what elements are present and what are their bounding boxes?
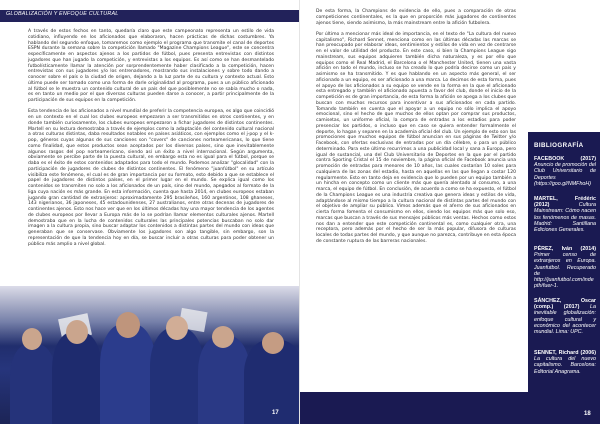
fan-head [212, 326, 234, 348]
page-number-left: 17 [272, 410, 279, 416]
paragraph: Por último a mencionar más ideal de importancia, en el texto de "La cultura del nuevo capitalismo", Richard Sennet, menciona como en las últimas décadas las marcas se han preocupado por elaborar ideas, sentimientos y estilos de vida en vez de centrarse en el valor de utilidad del producto. En este caso, si bien la Champions League sigo mainstream, sus equipos adquieren también dicha naturaleza, y es por ello que equipos como el Real Madrid, el Barcelona o el Manchester United, tienen una vasta afición en todo el mundo, incluso se ha creado lo que podría decirse como un país y asimismo se ha transmitido. Y es que hablando en un aspecto más general, el ser aficionado a un equipo, es ser aficionado a una marca. Lo decimos de esta forma, pues el apoyo de los aficionados a su equipo se vende en la forma en la que el aficionado esta entregado y también el aficionado apuesta a favor del club, donde el inicio de la competición es de gran importancia, de esta forma la afición se apega a los clubes que buscan con muchos recursos para incentivar a sus aficionados en cada partido. Tomando también en cuenta que el apoyar a un equipo no sólo implica el apoyo emocional, sino el hecho de que muchos de ellos optan por comprar sus productos, camisetas, un uniforme oficial, la compra de entradas a los estadios para poder presenciar los partidos, o incluso que en caso se quiera entender formalmente el deporte, lo hagan y separen en la academia oficial del club. Un ejemplo de esto son las promociones que muchos equipos de fútbol anuncian en sus páginas de Twitter y/o Facebook, con ofertas exclusivas de entradas por un día célebre, o para un público determinado. Para este último recurrimos a una publicidad local y sana a Europa, pero igual de sustancial, una del Club Universitario de Deportes en la que por el partido contra Sporting Cristal el 15 de noviembre, la página oficial de Facebook anuncia una promoción de entradas para menores de 10 años, las cuales costarían 10 soles para cualquiera de las zonas del estadio, hasta en aquellas en las que llegan a costar 120 regularmente. Esto en tanto deja en evidencia que lo pueden por un equipo también a un hincha en concepto como un cliente más que quería alentado al consumo, a una marca, el equipo de fútbol. En conclusión, de acuerdo a como se ha expuesto, el fútbol de la Champions League es una industria creativa que genera ideas y estilos de vida, adaptándose al mismo tiempo a la cultura nacional de distintas partes del mundo con el objetivo de ampliar su público. Vimos además que el aferro de sus aficionados en cierta forma fomenta el consumismo en ellos, siendo los equipos más que solo eso, marcas que buscan a través de sus mensajes públicos más ventas. Hechos como estos nos dan a entender que este competición continental es, como cualquier otra, una receptora, pero además por el hecho de ser la más popular, difusora de culturas locales de todas partes del mundo, y que aunque no parezca, contribuye en esta época de constante ruptura de las barreras nacionales. [316, 31, 516, 244]
fans-photo [0, 286, 300, 424]
bibliography-entry [534, 350, 596, 375]
fan-head [116, 312, 140, 338]
bib-details: Anuncio de promoción del Club Universitario de Deportes (https://goo.gl/NMFhoH) [534, 162, 596, 187]
bibliography-entry [534, 196, 596, 233]
page-number-right: 18 [584, 411, 591, 417]
running-head-text: GLOBALIZACIÓN Y ENFOQUE CULTURAL [6, 11, 119, 17]
bib-author: PÉREZ, Iván (2014) [534, 246, 596, 252]
paragraph: Esta tendencia de los aficionados a nivel mundial de preferir la competencia europea, es algo que coincidió en un contexto en el cual los clubes europeos empezaron a ser transmitidos en otros continentes, y en donde también curiosamente, los clubes europeos empezaron a fichar jugadores de distintos continentes. Martell en su lectura demostraba a través de ejemplos como la adaptación del contenido cultural nacional a otras culturas distintas, daba resultados notables en países asiáticos, con ejemplos como el j-pop y el k-pop, géneros cuyas algunas de sus canciones son "covers" de canciones norteamericanas, lo que tiene como finalidad, que estos productos sean aceptados por los diversos países, sino que inevitablemente algunos rasgos del pop norteamericano, siendo así un éxito a nivel internacional. Según argumenta, obviamente se percibe parte de la puesta cultural, en embargo esta no es igual para el fútbol, porque se daba es el éxito de estos contenidos adaptados para todo el mundo. Podemos analizar "glocalidad" con la participación de jugadores de clubes de distintos continentes. El fenómeno "juanfútbol" en su artículo visibiliza este fenómeno, el cual es de gran importancia por su formato, esto debido a que se establece el papel de jugadores de distintos países, en el primer lugar en el mundo. Se explica igual como los contenidos se transmiten no solo a los aficionados de un país, sino del mundo, apegados al formato de la liga cuya nación es más grande. En esta información, cuenta que hasta 2014, en clubes europeos estaban jugando gran cantidad de extranjeros: aproximadamente 295 brasileños, 160 argentinos, 108 ghaneses, 143 nigerianos, 36 japoneses, 45 estadounidenses, 27 australianos, entre otras decenas de jugadores de continentes ajenos. Esto nos hace ver que en los últimos décadas hay una mayor tendencia de los agentes de clubes europeos por llevar a Europa más de lo se podrían llamar elementos culturales ajenos. Martell demostraba que en la lucha de contenidos culturales las principales potencias buscaban no solo dar imagen a la cultura propia, sino buscar adaptar los contenidos a distintas partes del mundo con ideas que generaban que se conservase. Obviamente los jugadores son algo tangible, sin embargo, son la representación de que la tendencia hoy en día, se buscar incluir a otras culturas para poder obtener un público más amplio a nivel global. [28, 109, 274, 247]
bib-author: SENNET, Richard (2006) [534, 350, 596, 356]
bib-author: FACEBOOK (2017) [534, 156, 596, 162]
fan-figure [150, 328, 204, 424]
fan-head [166, 316, 188, 340]
fan-figure [10, 344, 56, 424]
right-page [300, 0, 600, 424]
bibliography-entry [534, 246, 596, 289]
fan-head [262, 332, 284, 354]
fan-figure [198, 336, 250, 424]
bib-details: Primer censo de extranjeros en Europa. Juanfutbol. Recuperado de http://juanfutbol.com/indepth/fuer-1. [534, 252, 596, 290]
fan-figure [52, 332, 102, 424]
fan-figure [100, 324, 156, 424]
bib-details: La cultura del nuevo capitalismo. Barcelona: Editorial Anagrama. [534, 356, 596, 375]
bib-details: La inevitable globalización: enfoque cultural y económico del acontecer mundial. Lima: UPC. [534, 304, 596, 336]
bibliography-entry [534, 156, 596, 187]
running-head [0, 10, 300, 22]
bib-author: SÁNCHEZ, Oscar (comp.) (2017) [534, 298, 596, 311]
bibliography-entry [534, 298, 596, 335]
fan-head [66, 320, 88, 344]
bibliography-sidebar [528, 132, 600, 392]
paragraph: De esta forma, la Champions de evidencia de ello, pues a comparación de otras competiciones continentales, es la que en proporción más jugadores de continentes ajenos tiene, siendo asimismo, la más mainstream entre la afición futbolera. [316, 9, 516, 26]
footer-band [300, 392, 600, 424]
bib-details: Cultura Mainstream: Cómo nacen los fenómenos de masas. Madrid: Santillana Ediciones Generales. [534, 202, 596, 234]
bib-author: MARTEL, Frédéric (2012) [534, 196, 596, 209]
fan-head [22, 328, 42, 350]
right-body-text [316, 9, 516, 250]
left-body-text [28, 29, 274, 253]
bibliography-title: BIBLIOGRAFÍA [534, 142, 584, 149]
paragraph: A través de estos fechos en tanto, quedaría claro que este campeonato representa un estilo de vida cotidiano, influyendo en los aficionados que elaboraron, hacen prácticas de dichas costumbres. Ya hablando del segundo enfoque, tomaremos como ejemplo el programa que transmite el canal de deportes ESPN durante la semana sobre la competición llamado "Magazine Champions League", este se concentra específicamente en aspectos ajenos a los partidos de fútbol, pues presenta entrevistas con distintos jugadores que han jugado la competición, y entrevistas a los equipos. Es así como se han desmantelado futbolísticamente llamar la atención por sorprendentemente haber clasificado a la competición, hacen entrevistas con sus jugadores y/o los entrenadores, mostrando sus instalaciones y sobre todo dando a conocer sobre el país o la ciudad de origen, dejando a la luz parte de su cultura y contexto actual. Esto último puede ser tomado como una forma de darle originalidad al programa, pues a un público aficionado al fútbol se le muestra un contenido cultural de un país del que posiblemente no se sabía mucho o nada, es en tanto un medio por el que diversas culturas pueden darse a conocer, a partir principalmente de la participación de sus equipos en la competición. [28, 29, 274, 103]
